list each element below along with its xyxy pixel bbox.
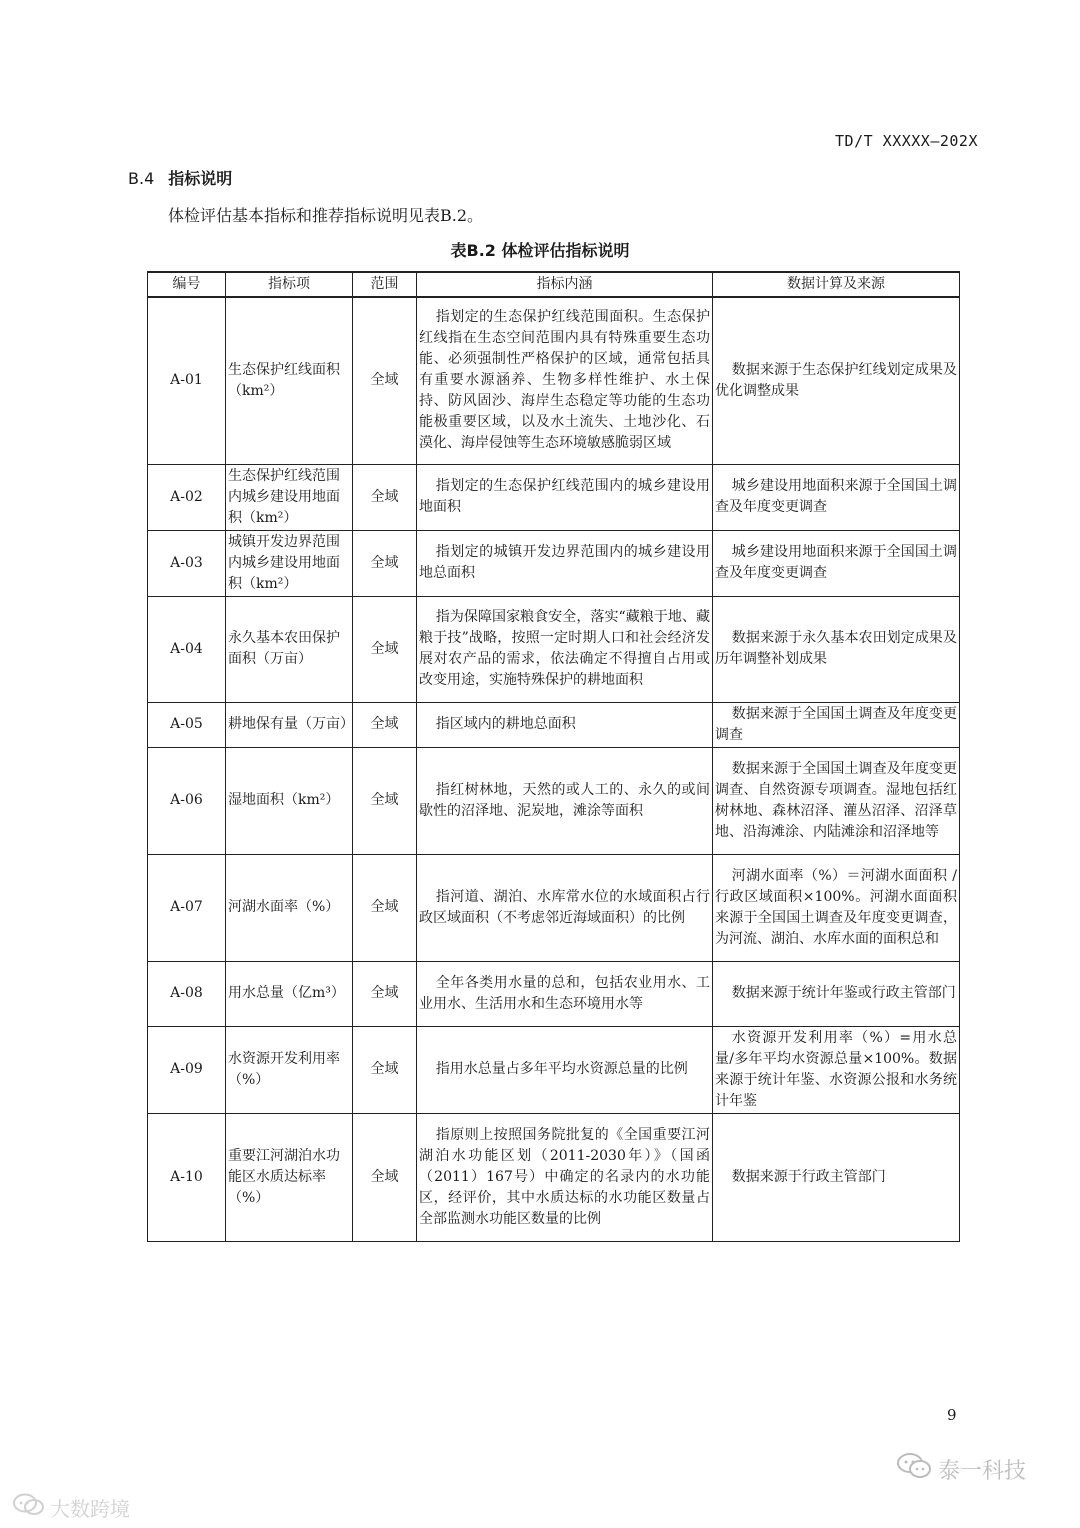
table-row [148,464,960,530]
cell-source: 河湖水面率（%）＝河湖水面面积 / 行政区域面积×100%。河湖水面面积来源于全国国土调查及年度变更调查，为河流、湖泊、水库水面的面积总和 [713,854,960,961]
col-header-scope: 范围 [353,272,417,297]
cell-definition: 指划定的生态保护红线范围内的城乡建设用地面积 [417,464,713,530]
cell-definition: 指用水总量占多年平均水资源总量的比例 [417,1026,713,1113]
cell-id: A-07 [148,854,226,961]
table-caption: 表B.2 体检评估指标说明 [450,241,630,260]
cell-id: A-04 [148,596,226,702]
cell-source: 数据来源于永久基本农田划定成果及历年调整补划成果 [713,596,960,702]
cell-definition: 指划定的生态保护红线范围面积。生态保护红线指在生态空间范围内具有特殊重要生态功能、必须强制性严格保护的区域，通常包括具有重要水源涵养、生物多样性维护、水土保持、防风固沙、海岸生态稳定等功能的生态功能极重要区域，以及水土流失、土地沙化、石漠化、海岸侵蚀等生态环境敏感脆弱区域 [417,297,713,464]
cell-scope: 全域 [353,854,417,961]
table-row [148,747,960,854]
cell-name: 耕地保有量（万亩） [226,702,353,747]
cell-definition: 指河道、湖泊、水库常水位的水域面积占行政区域面积（不考虑邻近海域面积）的比例 [417,854,713,961]
watermark-left-text: 大数跨境 [50,1497,130,1521]
cell-id: A-06 [148,747,226,854]
cell-source: 数据来源于行政主管部门 [713,1113,960,1241]
cell-definition: 指为保障国家粮食安全，落实“藏粮于地、藏粮于技”战略，按照一定时期人口和社会经济发展对农产品的需求，依法确定不得擅自占用或改变用途，实施特殊保护的耕地面积 [417,596,713,702]
cell-source: 数据来源于生态保护红线划定成果及优化调整成果 [713,297,960,464]
cell-scope: 全域 [353,464,417,530]
indicator-table [147,271,960,1242]
watermark-right [896,1452,1026,1486]
standard-code: TD/T XXXXX—202X [835,132,978,150]
cell-name: 永久基本农田保护面积（万亩） [226,596,353,702]
section-title: 指标说明 [168,169,233,188]
cell-scope: 全域 [353,596,417,702]
cell-name: 重要江河湖泊水功能区水质达标率（%） [226,1113,353,1241]
table-row [148,854,960,961]
cell-scope: 全域 [353,1026,417,1113]
page-number: 9 [947,1406,957,1424]
cell-id: A-05 [148,702,226,747]
col-header-id: 编号 [148,272,226,297]
cell-scope: 全域 [353,702,417,747]
wechat-icon [896,1452,932,1486]
cell-name: 生态保护红线范围内城乡建设用地面积（km²） [226,464,353,530]
cell-definition: 指划定的城镇开发边界范围内的城乡建设用地总面积 [417,530,713,596]
cell-definition: 指原则上按照国务院批复的《全国重要江河湖泊水功能区划（2011-2030年）》（国函（2011）167号）中确定的名录内的水功能区，经评价，其中水质达标的水功能区数量占全部监测水功能区数量的比例 [417,1113,713,1241]
cell-name: 用水总量（亿m³） [226,961,353,1026]
cell-id: A-03 [148,530,226,596]
chat-bubble-icon [12,1492,46,1523]
cell-source: 城乡建设用地面积来源于全国国土调查及年度变更调查 [713,530,960,596]
cell-source: 数据来源于全国国土调查及年度变更调查 [713,702,960,747]
col-header-source: 数据计算及来源 [713,272,960,297]
cell-scope: 全域 [353,530,417,596]
cell-id: A-01 [148,297,226,464]
section-heading [128,166,232,189]
cell-scope: 全域 [353,1113,417,1241]
table-row [148,530,960,596]
cell-name: 河湖水面率（%） [226,854,353,961]
col-header-name: 指标项 [226,272,353,297]
cell-scope: 全域 [353,297,417,464]
table-header-row [148,272,960,297]
cell-id: A-08 [148,961,226,1026]
table-row [148,1113,960,1241]
intro-paragraph: 体检评估基本指标和推荐指标说明见表B.2。 [168,206,484,225]
watermark-right-text: 泰一科技 [938,1458,1027,1484]
table-row [148,1026,960,1113]
col-header-definition: 指标内涵 [417,272,713,297]
cell-name: 水资源开发利用率（%） [226,1026,353,1113]
cell-name: 湿地面积（km²） [226,747,353,854]
table-row [148,596,960,702]
cell-id: A-10 [148,1113,226,1241]
cell-id: A-09 [148,1026,226,1113]
cell-definition: 指区域内的耕地总面积 [417,702,713,747]
table-row [148,702,960,747]
cell-scope: 全域 [353,747,417,854]
cell-source: 城乡建设用地面积来源于全国国土调查及年度变更调查 [713,464,960,530]
cell-scope: 全域 [353,961,417,1026]
cell-name: 生态保护红线面积（km²） [226,297,353,464]
section-number: B.4 [128,169,155,188]
table-row [148,961,960,1026]
cell-source: 数据来源于全国国土调查及年度变更调查、自然资源专项调查。湿地包括红树林地、森林沼泽、灌丛沼泽、沼泽草地、沿海滩涂、内陆滩涂和沼泽地等 [713,747,960,854]
watermark-left [12,1492,130,1523]
cell-definition: 全年各类用水量的总和，包括农业用水、工业用水、生活用水和生态环境用水等 [417,961,713,1026]
cell-source: 数据来源于统计年鉴或行政主管部门 [713,961,960,1026]
cell-source: 水资源开发利用率（%）=用水总量/多年平均水资源总量×100%。数据来源于统计年鉴、水资源公报和水务统计年鉴 [713,1026,960,1113]
cell-definition: 指红树林地，天然的或人工的、永久的或间歇性的沼泽地、泥炭地，滩涂等面积 [417,747,713,854]
cell-id: A-02 [148,464,226,530]
table-row [148,297,960,464]
cell-name: 城镇开发边界范围内城乡建设用地面积（km²） [226,530,353,596]
